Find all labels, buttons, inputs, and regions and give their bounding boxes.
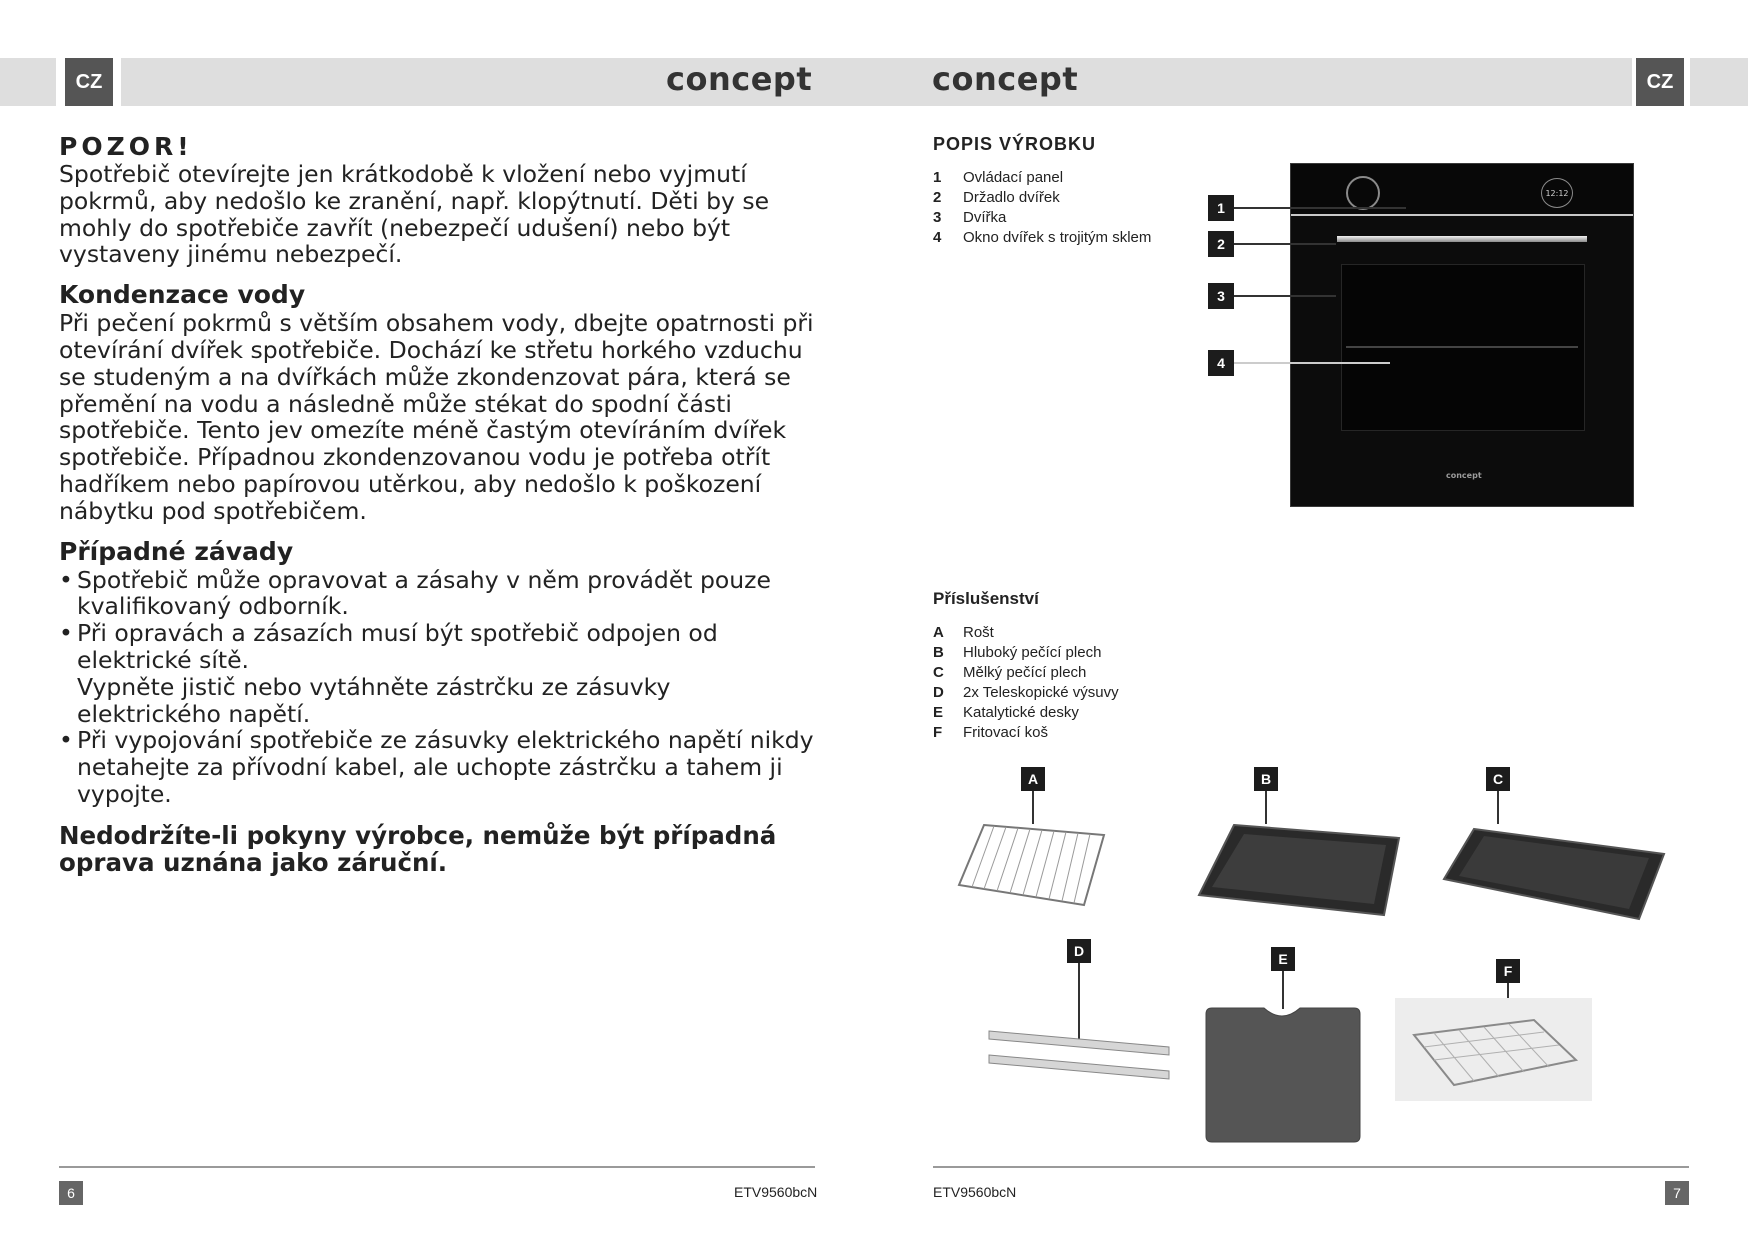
page-number: 6 (59, 1181, 83, 1205)
warranty-warning: Nedodržíte-li pokyny výrobce, nemůže být případná oprava uznána jako záruční. (59, 820, 777, 877)
fry-basket-illustration (1404, 1015, 1584, 1095)
oven-illustration (1290, 163, 1634, 507)
warning-paragraph: Spotřebič otevírejte jen krátkodobě k vložení nebo vyjmutí pokrmů, aby nedošlo ke zranění, např. klopýtnutí. Děti by se mohly do spotřebiče zavřít (nebezpečí udušení) nebo být vystaveny jinému nebezpečí. (59, 160, 770, 269)
accessory-leader (1497, 791, 1499, 824)
footer-rule (933, 1166, 1689, 1168)
telescopic-runners-illustration (984, 1025, 1174, 1085)
oven-rack-glimpse (1346, 346, 1578, 348)
list-item (59, 620, 819, 727)
list-item: 4 Okno dvířek s trojitým sklem (933, 229, 1152, 246)
accessory-label-f: F (1496, 959, 1520, 983)
list-item: A Rošt (933, 624, 994, 641)
list-item: D 2x Teleskopické výsuvy (933, 684, 1119, 701)
model-number: ETV9560bcN (734, 1184, 818, 1200)
safety-text-column (59, 133, 819, 876)
condensation-paragraph: Při pečení pokrmů s větším obsahem vody, dbejte opatrnosti při otevírání dvířek spotřebiče. Dochází ke střetu horkého vzduchu se studeným a na dvířkách může zkondenzovat pára, která se přemění na vodu a následně může stékat do spodní části spotřebiče. Tento jev omezíte méně častým otevíráním dvířek spotřebiče. Případnou zkondenzovanou vodu je potřeba otřít hadříkem nebo papírovou utěrkou, aby nedošlo k poškození nábytku pod spotřebičem. (59, 309, 814, 525)
list-item: 3 Dvířka (933, 209, 1007, 226)
accessory-label-e: E (1271, 947, 1295, 971)
list-item: 2 Držadlo dvířek (933, 189, 1060, 206)
callout-4: 4 (1208, 350, 1234, 376)
product-description-title: POPIS VÝROBKU (933, 134, 1097, 154)
callout-3: 3 (1208, 283, 1234, 309)
deep-tray-illustration (1194, 820, 1404, 920)
accessory-label-c: C (1486, 767, 1510, 791)
oven-brand-mark: concept (1446, 471, 1482, 480)
list-item: 1 Ovládací panel (933, 169, 1064, 186)
brand-logo: concept (666, 60, 813, 98)
header-band (1690, 58, 1748, 106)
brand-logo: concept (932, 60, 1079, 98)
warning-title: POZOR! (59, 132, 193, 161)
shallow-tray-illustration (1439, 824, 1669, 924)
footer-rule (59, 1166, 815, 1168)
language-badge: CZ (65, 58, 113, 106)
callout-leader (1234, 207, 1406, 209)
wire-rack-illustration (954, 820, 1114, 910)
list-item: B Hluboký pečící plech (933, 644, 1102, 661)
right-page (874, 0, 1748, 1240)
language-badge: CZ (1636, 58, 1684, 106)
accessories-title: Příslušenství (933, 589, 1039, 608)
parts-list (933, 168, 1151, 248)
accessory-leader (1282, 971, 1284, 1009)
callout-2: 2 (1208, 231, 1234, 257)
callout-1: 1 (1208, 195, 1234, 221)
condensation-heading: Kondenzace vody (59, 280, 306, 310)
callout-leader (1234, 362, 1390, 364)
list-item-text: Při opravách a zásazích musí být spotřebič odpojen od elektrické sítě. (77, 619, 718, 674)
accessory-label-d: D (1067, 939, 1091, 963)
list-item: • Při vypojování spotřebiče ze zásuvky elektrického napětí nikdy netahejte za přívodní kabel, ale uchopte zástrčku a tahem ji vypojte. (59, 727, 819, 807)
list-item-note: Vypněte jistič nebo vytáhněte zástrčku ze zásuvky elektrického napětí. (77, 672, 671, 728)
list-item: E Katalytické desky (933, 704, 1079, 721)
knob-icon (1346, 176, 1380, 210)
catalytic-panel-illustration (1204, 1006, 1364, 1146)
list-item: • Spotřebič může opravovat a zásahy v něm provádět pouze kvalifikovaný odborník. (59, 567, 819, 621)
list-item: F Fritovací koš (933, 724, 1049, 741)
callout-leader (1234, 243, 1336, 245)
faults-list (59, 567, 819, 808)
header-band (0, 58, 56, 106)
page-number: 7 (1665, 1181, 1689, 1205)
accessories-list (933, 623, 1119, 743)
door-handle (1337, 236, 1587, 242)
model-number: ETV9560bcN (933, 1184, 1017, 1200)
list-item: C Mělký pečící plech (933, 664, 1087, 681)
accessory-label-a: A (1021, 767, 1045, 791)
display-icon: 12:12 (1541, 178, 1573, 208)
faults-heading: Případné závady (59, 536, 294, 566)
accessory-label-b: B (1254, 767, 1278, 791)
callout-leader (1234, 295, 1336, 297)
